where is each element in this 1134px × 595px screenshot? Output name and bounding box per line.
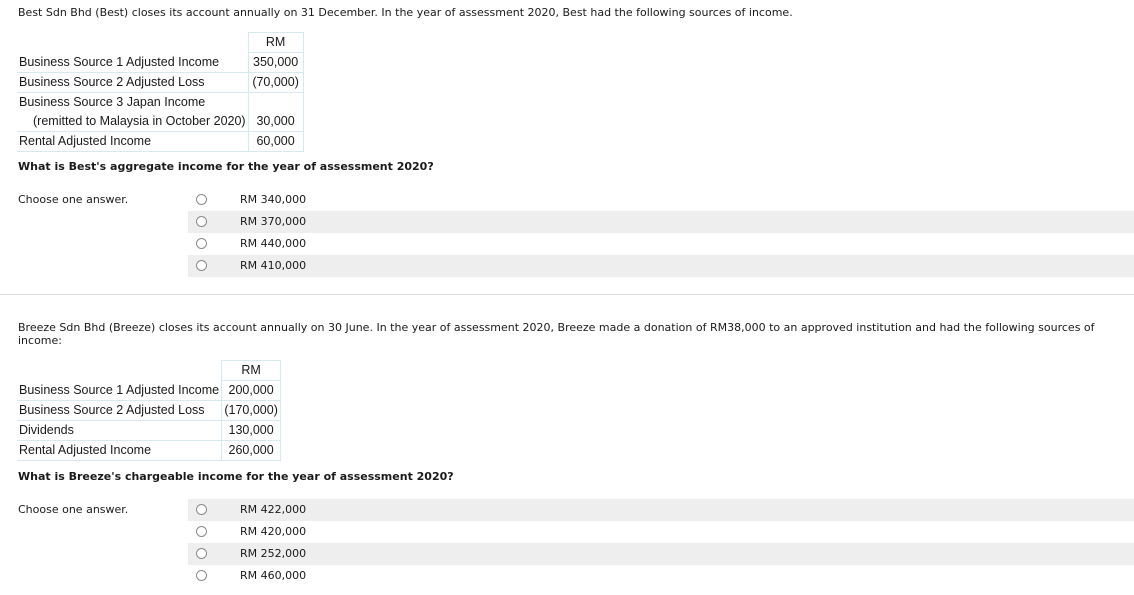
radio-button[interactable] <box>196 216 207 227</box>
question-2-intro-line: Breeze Sdn Bhd (Breeze) closes its account annually on 30 June. In the year of assessment 2020, Breeze made a donation of RM38,000 to an approved institution and had the following sources of <box>18 321 1095 334</box>
row-value <box>248 93 303 113</box>
answer-option[interactable] <box>188 211 1134 233</box>
table-header-rm: RM <box>222 361 281 381</box>
table-row <box>17 441 281 461</box>
answer-option-label[interactable]: RM 252,000 <box>240 547 307 560</box>
radio-button[interactable] <box>196 194 207 205</box>
answer-option-label[interactable]: RM 460,000 <box>240 569 307 582</box>
answer-option-label[interactable]: RM 440,000 <box>240 237 307 250</box>
choose-one-answer-label: Choose one answer. <box>18 503 129 516</box>
row-label: Rental Adjusted Income <box>17 132 248 152</box>
row-label: Business Source 1 Adjusted Income <box>17 381 222 401</box>
table-row <box>17 53 303 73</box>
answer-option-label[interactable]: RM 422,000 <box>240 503 307 516</box>
row-value: 130,000 <box>222 421 281 441</box>
row-value: (170,000) <box>222 401 281 421</box>
row-label: Dividends <box>17 421 222 441</box>
answer-option-label[interactable]: RM 410,000 <box>240 259 307 272</box>
table-row <box>17 73 303 93</box>
radio-button[interactable] <box>196 260 207 271</box>
row-label: Rental Adjusted Income <box>17 441 222 461</box>
radio-button[interactable] <box>196 570 207 581</box>
answer-option[interactable] <box>188 255 1134 277</box>
row-value: 30,000 <box>248 112 303 132</box>
row-value: 60,000 <box>248 132 303 152</box>
row-value: (70,000) <box>248 73 303 93</box>
answer-option[interactable] <box>188 233 1134 255</box>
table-row <box>17 93 303 113</box>
row-label: (remitted to Malaysia in October 2020) <box>17 112 248 132</box>
choose-one-answer-label: Choose one answer. <box>18 193 129 206</box>
radio-button[interactable] <box>196 238 207 249</box>
table-row <box>17 421 281 441</box>
question-2-intro <box>18 321 1095 347</box>
answer-option-label[interactable]: RM 420,000 <box>240 525 307 538</box>
answer-option-label[interactable]: RM 340,000 <box>240 193 307 206</box>
row-label: Business Source 1 Adjusted Income <box>17 53 248 73</box>
row-label: Business Source 2 Adjusted Loss <box>17 73 248 93</box>
table-header-rm: RM <box>248 33 303 53</box>
radio-button[interactable] <box>196 504 207 515</box>
question-2-intro-line: income: <box>18 334 62 347</box>
question-1-prompt: What is Best's aggregate income for the year of assessment 2020? <box>18 160 434 173</box>
answer-option[interactable] <box>188 189 1134 211</box>
row-value: 260,000 <box>222 441 281 461</box>
answer-option[interactable] <box>188 521 1134 543</box>
row-label: Business Source 3 Japan Income <box>19 95 206 109</box>
table-row <box>17 381 281 401</box>
table-row <box>17 112 303 132</box>
answer-option[interactable] <box>188 565 1134 587</box>
radio-button[interactable] <box>196 526 207 537</box>
question-1-income-table <box>17 32 304 152</box>
answer-option[interactable] <box>188 543 1134 565</box>
answer-option-label[interactable]: RM 370,000 <box>240 215 307 228</box>
row-label: Business Source 2 Adjusted Loss <box>17 401 222 421</box>
answer-option[interactable] <box>188 499 1134 521</box>
row-value: 200,000 <box>222 381 281 401</box>
table-row <box>17 401 281 421</box>
table-row <box>17 132 303 152</box>
radio-button[interactable] <box>196 548 207 559</box>
question-2-income-table <box>17 360 281 461</box>
row-value: 350,000 <box>248 53 303 73</box>
question-2-prompt: What is Breeze's chargeable income for the year of assessment 2020? <box>18 470 454 483</box>
question-1-intro: Best Sdn Bhd (Best) closes its account annually on 31 December. In the year of assessment 2020, Best had the following sources of income. <box>18 6 793 19</box>
question-divider <box>0 294 1134 295</box>
